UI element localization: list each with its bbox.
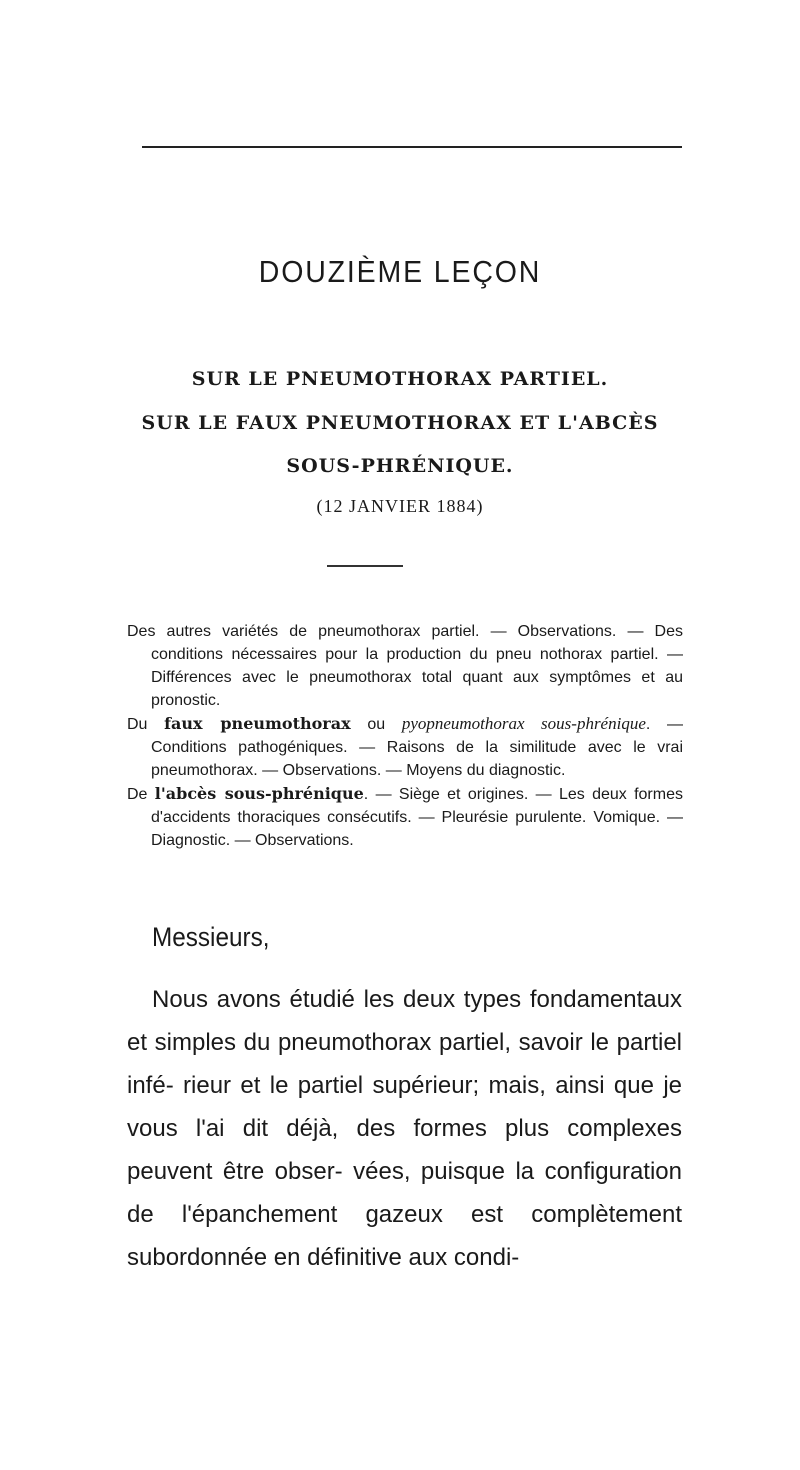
section-rule	[327, 565, 403, 567]
summary-paragraph-2	[127, 712, 683, 782]
subtitle-line-2: SUR LE FAUX PNEUMOTHORAX ET L'ABCÈS	[141, 412, 659, 434]
summary-2-italic: pyopneumothorax sous-phrénique	[401, 714, 646, 733]
summary-2-rest: . — Conditions pathogéniques. — Raisons de la similitude avec le vrai pneumothorax. — Observations. — Moyens du diagnostic.	[151, 716, 684, 779]
summary-paragraph-1: Des autres variétés de pneumothorax partiel. — Observations. — Des conditions nécessaires pour la production du pneu nothorax partiel. — Différences avec le pneumothorax total quant aux symptômes et au pronostic.	[127, 623, 683, 709]
summary-3-bold: l'abcès sous-phrénique	[154, 784, 364, 803]
subtitle-line-3: SOUS-PHRÉNIQUE.	[286, 455, 514, 477]
chapter-summary	[127, 620, 683, 852]
summary-3-rest: . — Siège et origines. — Les deux formes d'accidents thoraciques consécutifs. — Pleurésie purulente. Vomique. — Diagnostic. — Observations.	[151, 786, 683, 849]
top-rule	[142, 146, 682, 148]
body-text	[127, 978, 682, 1279]
summary-2-bold: faux pneumothorax	[164, 714, 351, 733]
subtitle-line-1: SUR LE PNEUMOTHORAX PARTIEL.	[191, 368, 609, 390]
salutation: Messieurs,	[152, 922, 270, 952]
lecture-date: (12 JANVIER 1884)	[316, 496, 484, 516]
summary-2-lead: Du	[127, 716, 165, 733]
body-paragraph: Nous avons étudié les deux types fondamentaux et simples du pneumothorax partiel, savoir le partiel infé- rieur et le partiel supérieur; mais, ainsi que je vous l'ai dit déjà, des formes plus complexes peuvent être obser- vées, puisque la configuration de l'épanchement gazeux est complètement subordonnée en définitive aux condi-	[127, 986, 682, 1271]
summary-2-mid: ou	[350, 716, 402, 733]
summary-3-lead: De	[127, 786, 155, 803]
chapter-title: DOUZIÈME LEÇON	[258, 254, 542, 289]
summary-paragraph-3	[127, 782, 683, 852]
